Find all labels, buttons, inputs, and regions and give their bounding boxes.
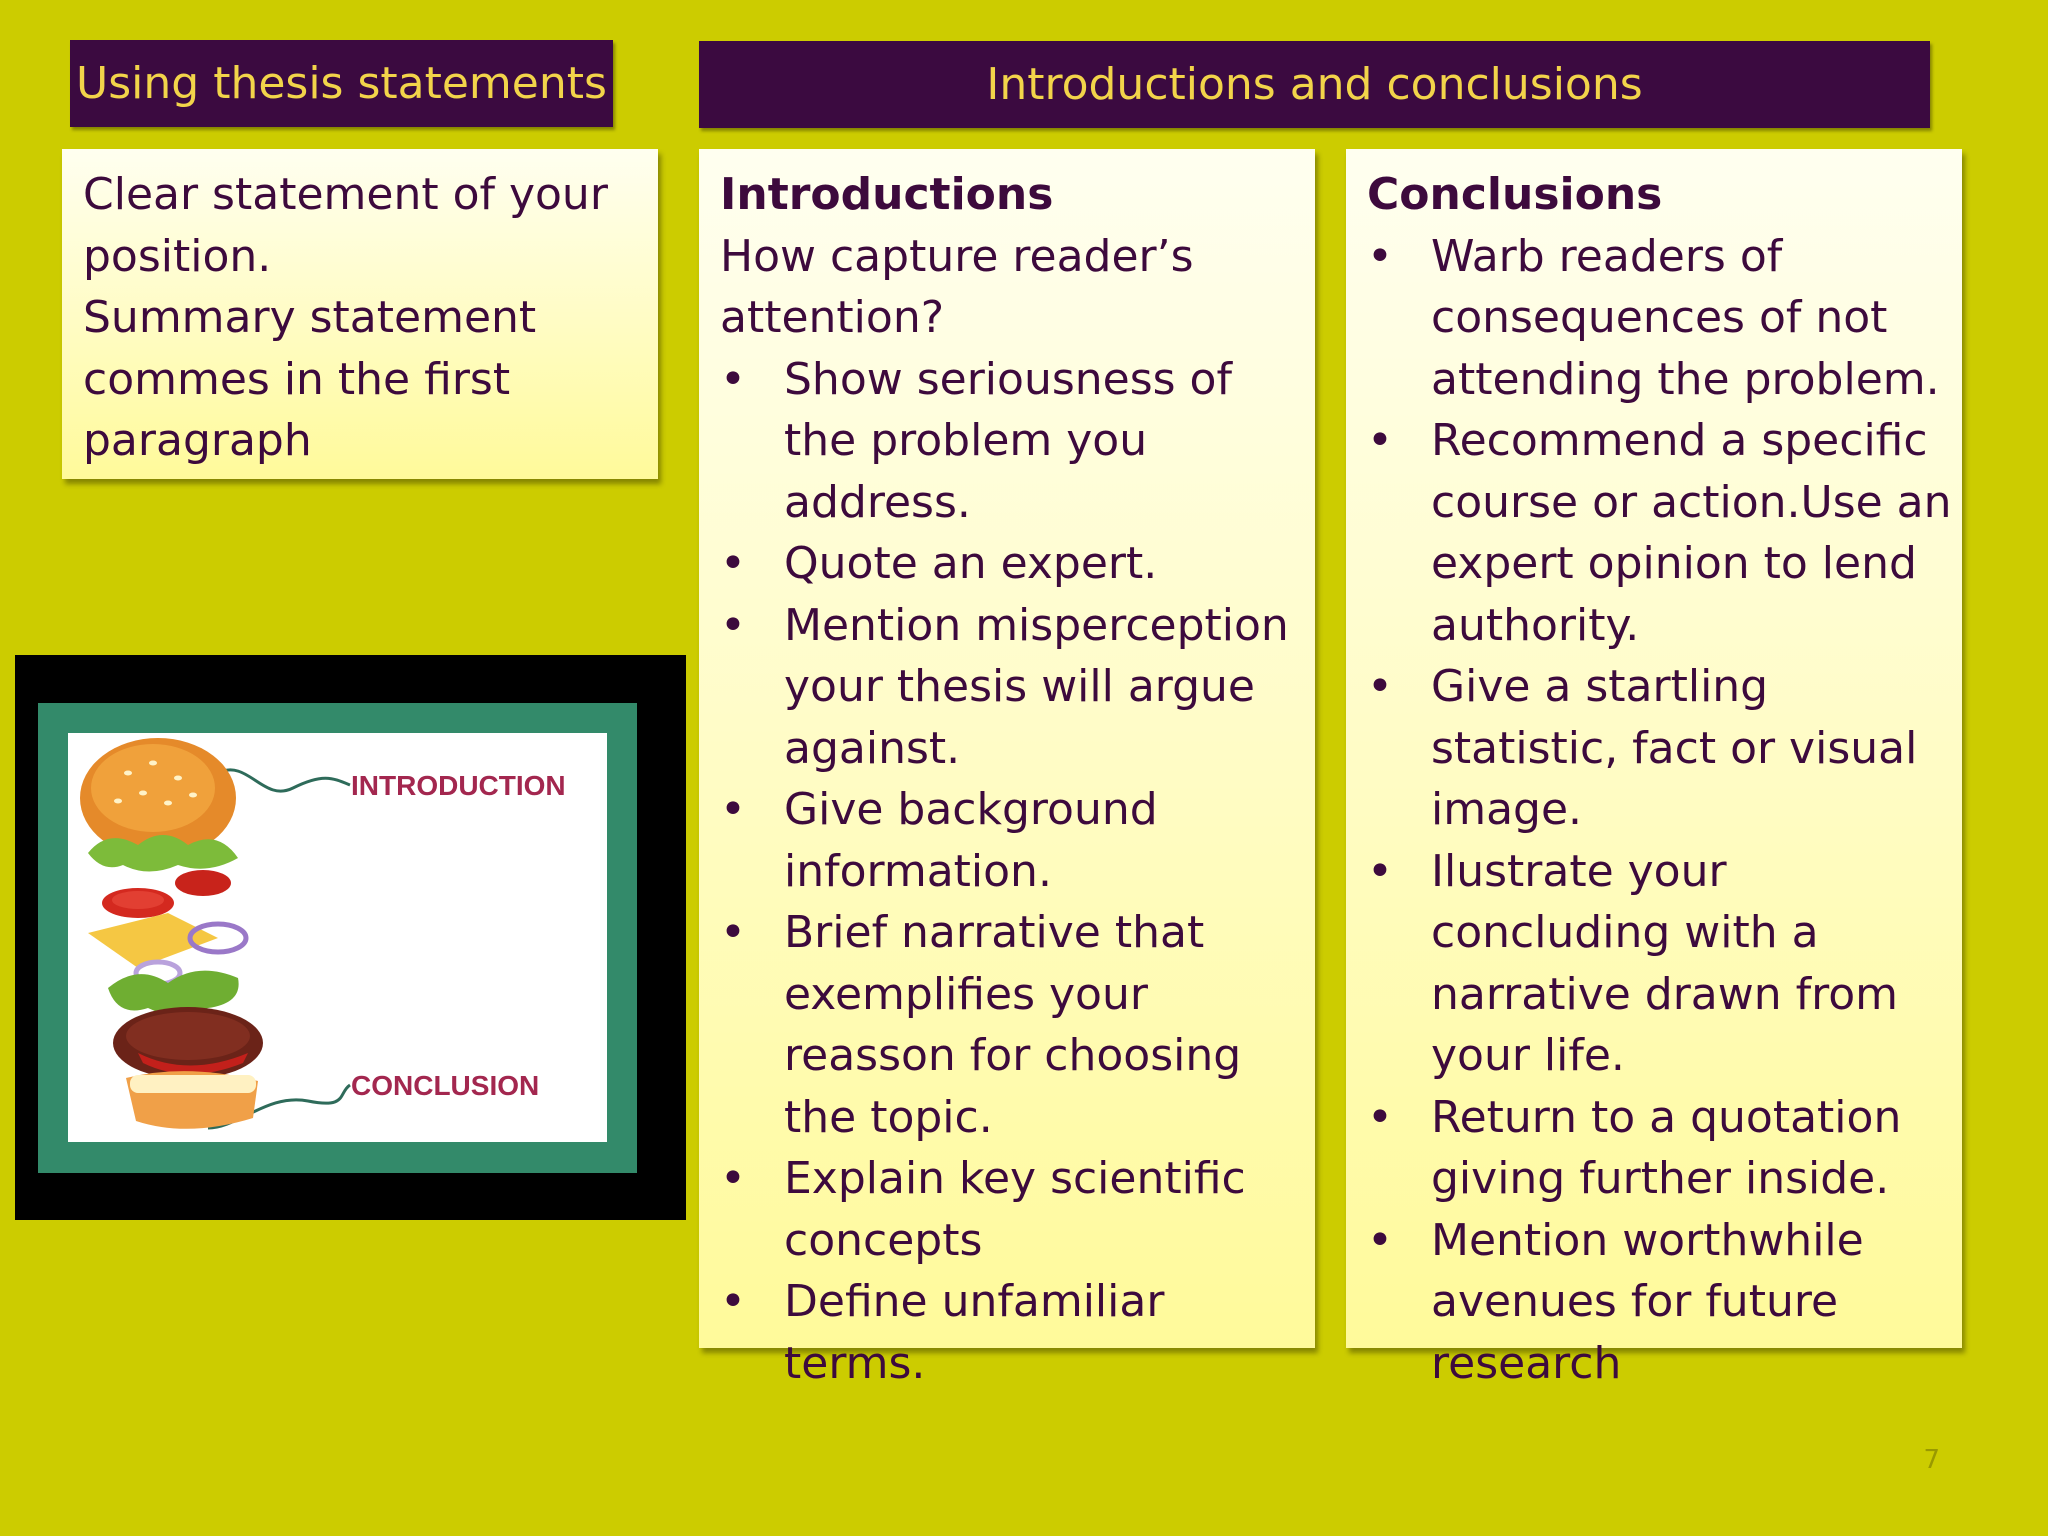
list-item	[1367, 1087, 1952, 1210]
thesis-header	[70, 40, 613, 127]
bullet: •	[1367, 230, 1393, 282]
list-item	[720, 349, 1305, 534]
list-item	[720, 1148, 1305, 1271]
bullet: •	[720, 1276, 746, 1327]
list-item-text: Recommend a specific course or action.Use an expert opinion to lend authority.	[1431, 415, 1952, 651]
burger-illustration-frame	[15, 655, 686, 1220]
conclusions-list	[1367, 226, 1952, 1395]
list-item	[1367, 226, 1952, 411]
bullet: •	[720, 1153, 746, 1204]
bullet: •	[1367, 1091, 1393, 1143]
list-item	[1367, 656, 1952, 841]
list-item	[1367, 410, 1952, 656]
list-item	[1367, 1210, 1952, 1395]
introductions-card	[699, 149, 1315, 1389]
list-item	[720, 1271, 1305, 1394]
bullet: •	[1367, 845, 1393, 897]
conclusions-heading: Conclusions	[1367, 169, 1663, 220]
intro-conclusion-header-label: Introductions and conclusions	[986, 59, 1643, 110]
bullet: •	[1367, 661, 1393, 712]
list-item-text: Give a startling statistic, fact or visual image.	[1431, 661, 1918, 835]
conclusion-label: CONCLUSION	[351, 1070, 540, 1101]
bullet: •	[720, 907, 746, 958]
list-item-text: Define unfamiliar terms.	[784, 1276, 1165, 1389]
list-item	[720, 533, 1305, 595]
introduction-label: INTRODUCTION	[351, 770, 566, 801]
list-item-text: Mention worthwhile avenues for future research	[1431, 1214, 1864, 1389]
thesis-header-label: Using thesis statements	[76, 58, 607, 109]
intro-conclusion-header	[699, 41, 1930, 128]
list-item	[720, 902, 1305, 1148]
bullet: •	[1367, 1214, 1393, 1266]
list-item	[720, 779, 1305, 902]
introductions-heading: Introductions	[720, 169, 1054, 220]
thesis-line: Clear statement of your position.	[83, 169, 608, 282]
list-item	[720, 595, 1305, 780]
list-item-text: Return to a quotation giving further inside.	[1431, 1091, 1902, 1204]
list-item-text: Show seriousness of the problem you address.	[784, 353, 1232, 528]
list-item-text: Warb readers of consequences of not attending the problem.	[1431, 230, 1940, 405]
thesis-card	[62, 149, 658, 479]
introductions-list	[720, 349, 1305, 1395]
list-item-text: Brief narrative that exemplifies your reasson for choosing the topic.	[784, 907, 1242, 1143]
list-item-text: Ilustrate your concluding with a narrative drawn from your life.	[1431, 845, 1899, 1081]
bullet: •	[720, 599, 746, 651]
list-item-text: Quote an expert.	[784, 538, 1158, 589]
list-item-text: Explain key scientific concepts	[784, 1153, 1246, 1266]
bullet: •	[720, 784, 746, 835]
burger-illustration-mat	[38, 703, 637, 1173]
conclusions-card	[1346, 149, 1962, 1389]
thesis-line: Summary statement commes in the first paragraph	[83, 292, 537, 466]
page-number: 7	[1923, 1445, 1940, 1475]
bullet: •	[720, 353, 746, 405]
bullet: •	[720, 538, 746, 589]
list-item-text: Give background information.	[784, 784, 1158, 897]
list-item	[1367, 841, 1952, 1087]
list-item-text: Mention misperception your thesis will argue against.	[784, 599, 1289, 774]
bullet: •	[1367, 415, 1393, 466]
burger-illustration	[68, 733, 607, 1142]
introductions-question: How capture reader’s attention?	[720, 230, 1194, 343]
